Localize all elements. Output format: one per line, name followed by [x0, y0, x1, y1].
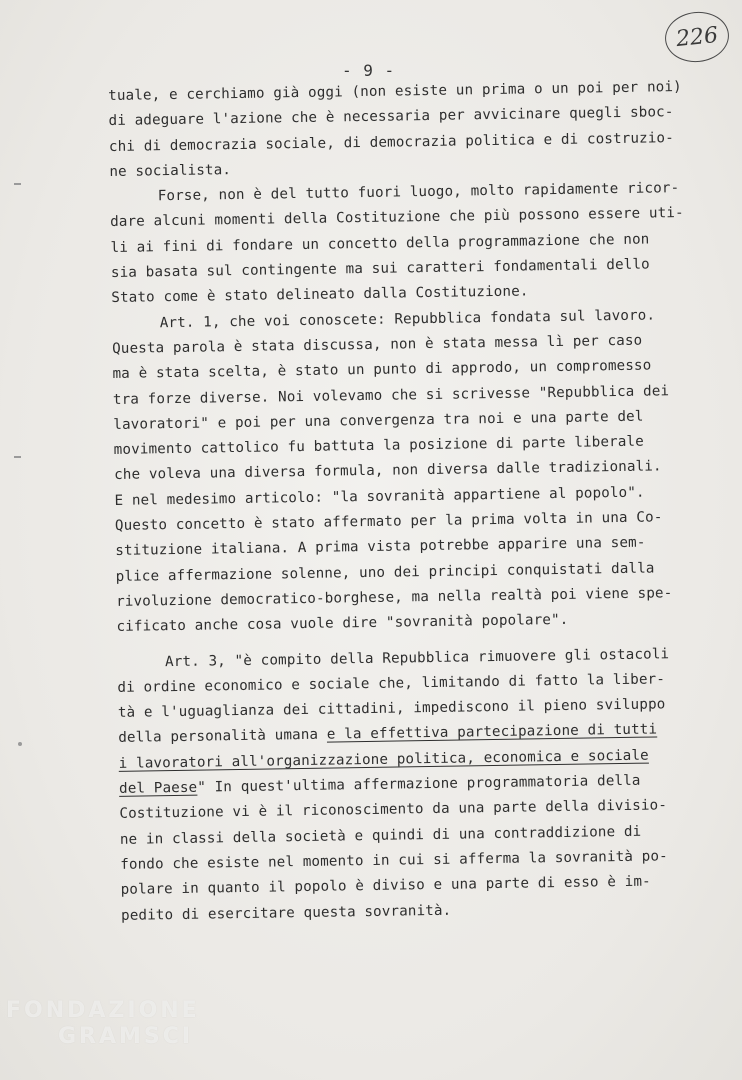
- paragraph-1: [108, 75, 690, 185]
- page-number: - 9 -: [342, 61, 396, 80]
- text-line: Art. 3, "è compito della Repubblica rimuovere gli ostacoli: [164, 645, 670, 670]
- text-segment: della personalità umana: [118, 727, 327, 747]
- text-line: li ai fini di fondare un concetto della programmazione che non: [110, 231, 650, 256]
- archive-number: 226: [674, 22, 720, 52]
- underlined-text: e la effettiva partecipazione di tutti: [326, 721, 658, 744]
- watermark-line: GRAMSCI: [58, 1024, 194, 1049]
- text-line: ma è stata scelta, è stato un punto di approdo, un compromesso: [112, 357, 652, 383]
- watermark-logo: [6, 998, 200, 1050]
- text-line: tra forze diverse. Noi volevamo che si scrivesse "Repubblica dei: [112, 382, 670, 408]
- paragraph-4: [117, 641, 701, 928]
- text-line: che voleva una diversa formula, non diversa dalle tradizionali.: [114, 458, 662, 484]
- text-line: ne socialista.: [109, 161, 232, 180]
- underlined-text: del Paese: [118, 779, 198, 797]
- text-line: Art. 1, che voi conoscete: Repubblica fondata sul lavoro.: [159, 307, 656, 331]
- margin-mark: [14, 183, 21, 185]
- text-line: chi di democrazia sociale, di democrazia politica e di costruzio-: [108, 129, 675, 155]
- text-line: movimento cattolico fu battuta la posizione di parte liberale: [113, 433, 644, 459]
- text-line: sia basata sul contingente ma sui caratteri fondamentali dello: [110, 256, 650, 282]
- text-line: plice affermazione solenne, uno dei principi conquistati dalla: [115, 560, 655, 585]
- margin-mark: [18, 742, 22, 746]
- text-line: rivoluzione democratico-borghese, ma nella realtà poi viene spe-: [116, 585, 673, 610]
- underlined-text: i lavoratori all'organizzazione politica, economica e sociale: [118, 747, 649, 772]
- text-line: cificato anche cosa vuole dire "sovranità popolare".: [116, 612, 569, 636]
- text-line: stituzione italiana. A prima vista potrebbe apparire una sem-: [115, 534, 646, 560]
- text-line: Forse, non è del tutto fuori luogo, molto rapidamente ricor-: [157, 180, 680, 205]
- text-line: tà e l'uguaglianza dei cittadini, impediscono il pieno sviluppo: [117, 696, 666, 722]
- text-line: di adeguare l'azione che è necessaria per avvicinare quegli sboc-: [108, 104, 674, 130]
- text-line: dare alcuni momenti della Costituzione che più possono essere uti-: [110, 205, 684, 231]
- text-line: polare in quanto il popolo è diviso e una parte di esso è im-: [120, 873, 651, 899]
- text-line: fondo che esiste nel momento in cui si afferma la sovranità po-: [120, 848, 668, 873]
- text-line: ne in classi della società e quindi di una contraddizione di: [119, 823, 642, 848]
- text-line: lavoratori" e poi per una convergenza tra noi e una parte del: [113, 408, 644, 433]
- text-line: Questo concetto è stato affermato per la prima volta in una Co-: [114, 509, 663, 534]
- text-line: Stato come è stato delineato dalla Costituzione.: [111, 283, 529, 307]
- paragraph-3: [112, 303, 697, 641]
- text-segment: " In quest'ultima affermazione programmatoria della: [197, 772, 641, 796]
- text-line: di ordine economico e sociale che, limitando di fatto la liber-: [117, 671, 666, 696]
- watermark-line: FONDAZIONE: [6, 998, 200, 1023]
- text-line: tuale, e cerchiamo già oggi (non esiste un prima o un poi per noi): [108, 78, 682, 104]
- body-text: [108, 75, 701, 929]
- margin-mark: [14, 456, 21, 458]
- text-line: Costituzione vi è il riconoscimento da una parte della divisio-: [119, 797, 668, 823]
- archive-number-stamp: [663, 9, 732, 65]
- text-line: Questa parola è stata discussa, non è stata messa lì per caso: [112, 332, 643, 357]
- paragraph-2: [110, 176, 692, 312]
- text-line: E nel medesimo articolo: "la sovranità appartiene al popolo".: [114, 484, 645, 509]
- text-line: pedito di esercitare questa sovranità.: [120, 902, 452, 924]
